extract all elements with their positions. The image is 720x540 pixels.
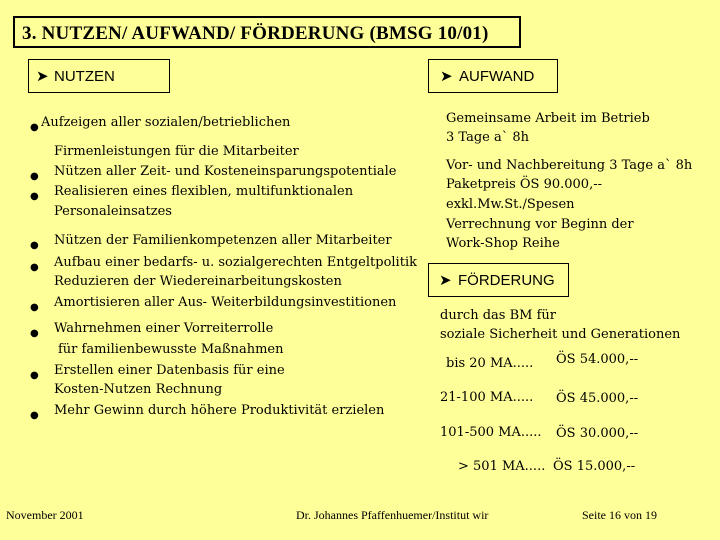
aufwand-line: Gemeinsame Arbeit im Betrieb xyxy=(446,111,650,126)
bullet-icon: ● xyxy=(30,191,39,202)
aufwand-heading: AUFWAND xyxy=(459,68,535,85)
list-item: Personaleinsatzes xyxy=(54,204,172,219)
rate-amount: ÖS 30.000,-- xyxy=(556,426,639,441)
arrow-bullet-icon: ➤ xyxy=(439,271,452,289)
list-item: Nützen aller Zeit- und Kosteneinsparungspotentiale xyxy=(54,164,397,179)
list-item: Mehr Gewinn durch höhere Produktivität erzielen xyxy=(54,403,385,418)
bullet-icon: ● xyxy=(30,240,39,251)
rate-range: bis 20 MA..... xyxy=(446,356,534,371)
bullet-icon: ● xyxy=(30,302,39,313)
foerderung-line: soziale Sicherheit und Generationen xyxy=(440,327,681,342)
list-item: Kosten-Nutzen Rechnung xyxy=(54,382,223,397)
list-item: Aufbau einer bedarfs- u. sozialgerechten Entgeltpolitik xyxy=(54,255,417,270)
list-item: Amortisieren aller Aus- Weiterbildungsinvestitionen xyxy=(54,295,397,310)
aufwand-line: 3 Tage a` 8h xyxy=(446,130,529,145)
rate-amount: ÖS 54.000,-- xyxy=(556,352,639,367)
bullet-icon: ● xyxy=(30,122,39,133)
list-item: Realisieren eines flexiblen, multifunktionalen xyxy=(54,184,354,199)
foerderung-line: durch das BM für xyxy=(440,308,556,323)
list-item: Wahrnehmen einer Vorreiterrolle xyxy=(54,321,274,336)
rate-range: > 501 MA..... xyxy=(458,459,546,474)
list-item: Erstellen einer Datenbasis für eine xyxy=(54,363,285,378)
aufwand-line: Work-Shop Reihe xyxy=(446,236,560,251)
footer-author: Dr. Johannes Pfaffenhuemer/Institut wir xyxy=(296,508,489,522)
bullet-icon: ● xyxy=(30,262,39,273)
list-item: Firmenleistungen für die Mitarbeiter xyxy=(54,144,299,159)
list-item: Reduzieren der Wiedereinarbeitungskosten xyxy=(54,274,342,289)
list-item: für familienbewusste Maßnahmen xyxy=(58,342,284,357)
rate-range: 21-100 MA..... xyxy=(440,390,534,405)
aufwand-line: Paketpreis ÖS 90.000,-- xyxy=(446,177,602,192)
bullet-icon: ● xyxy=(30,410,39,421)
arrow-bullet-icon: ➤ xyxy=(36,67,49,85)
rate-range: 101-500 MA..... xyxy=(440,425,542,440)
footer-page-number: Seite 16 von 19 xyxy=(582,508,657,522)
foerderung-heading: FÖRDERUNG xyxy=(458,272,555,289)
bullet-icon: ● xyxy=(30,370,39,381)
arrow-bullet-icon: ➤ xyxy=(440,67,453,85)
aufwand-line: Vor- und Nachbereitung 3 Tage a` 8h xyxy=(446,158,693,173)
list-item: Aufzeigen aller sozialen/betrieblichen xyxy=(41,115,291,130)
bullet-icon: ● xyxy=(30,328,39,339)
rate-amount: ÖS 45.000,-- xyxy=(556,391,639,406)
bullet-icon: ● xyxy=(30,171,39,182)
list-item: Nützen der Familienkompetenzen aller Mitarbeiter xyxy=(54,233,392,248)
aufwand-line: exkl.Mw.St./Spesen xyxy=(446,197,575,212)
page-title: 3. NUTZEN/ AUFWAND/ FÖRDERUNG (BMSG 10/01) xyxy=(22,23,489,44)
rate-amount: ÖS 15.000,-- xyxy=(553,459,636,474)
aufwand-line: Verrechnung vor Beginn der xyxy=(446,217,634,232)
nutzen-heading: NUTZEN xyxy=(54,68,115,85)
footer-date: November 2001 xyxy=(6,508,84,522)
